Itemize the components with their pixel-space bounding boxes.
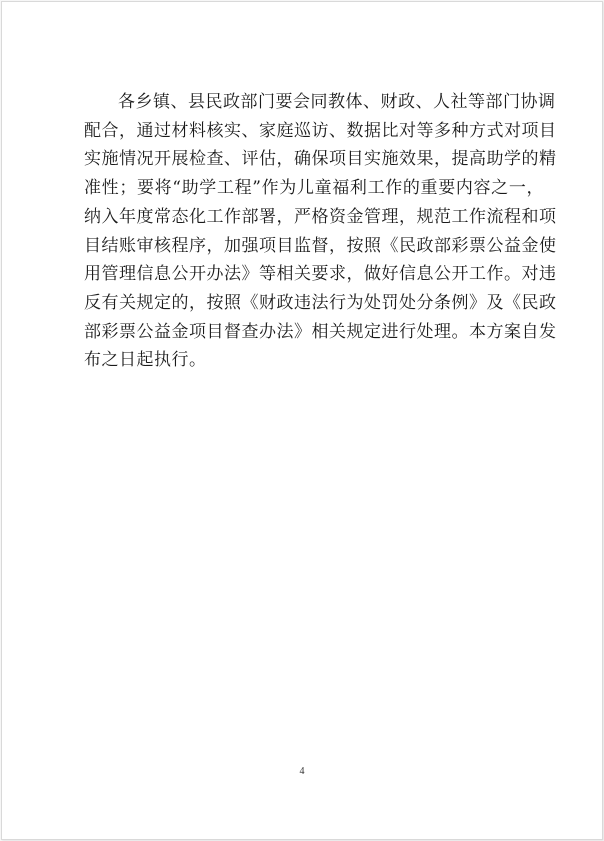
paragraph-line: 目结账审核程序，加强项目监督，按照《民政部彩票公益金使 (84, 235, 557, 256)
paragraph-line: 准性；要将“助学工程”作为儿童福利工作的重要内容之一， (84, 178, 544, 199)
body-paragraph (84, 88, 557, 375)
paragraph-line: 反有关规定的，按照《财政违法行为处罚处分条例》及《民政 (84, 292, 557, 313)
paragraph-line: 纳入年度常态化工作部署，严格资金管理，规范工作流程和项 (84, 206, 557, 227)
document-page (1, 1, 603, 840)
paragraph-line: 用管理信息公开办法》等相关要求，做好信息公开工作。对违 (84, 264, 557, 285)
paragraph-line: 布之日起执行。 (84, 350, 207, 371)
page-number: 4 (299, 766, 305, 777)
paragraph-line: 配合，通过材料核实、家庭巡访、数据比对等多种方式对项目 (84, 120, 557, 141)
paragraph-line: 各乡镇、县民政部门要会同教体、财政、人社等部门协调 (118, 92, 556, 112)
paragraph-line: 实施情况开展检查、评估，确保项目实施效果，提高助学的精 (84, 149, 557, 170)
paragraph-line: 部彩票公益金项目督查办法》相关规定进行处理。本方案自发 (84, 321, 557, 342)
